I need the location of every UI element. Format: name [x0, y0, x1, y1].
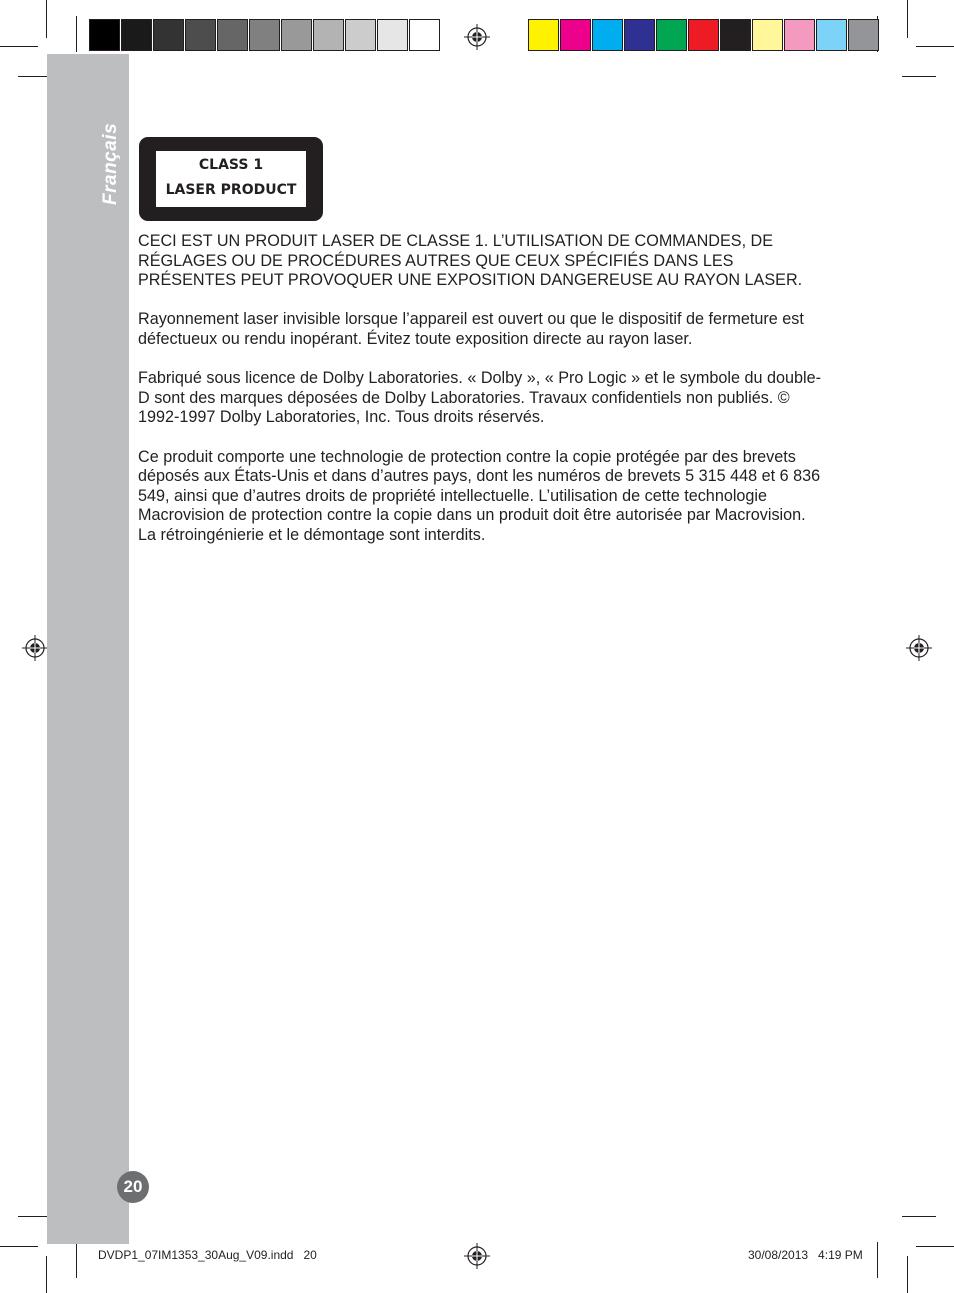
grayscale-color-bar — [89, 19, 441, 51]
laser-radiation-paragraph: Rayonnement laser invisible lorsque l’appareil est ouvert ou que le dispositif de fermeture est défectueux ou rendu inopérant. Évitez toute exposition directe au rayon laser. — [138, 310, 804, 348]
crop-mark — [902, 76, 936, 77]
language-label: Français — [100, 122, 121, 205]
color-swatch — [816, 19, 847, 51]
color-swatch — [185, 19, 216, 51]
color-swatch — [377, 19, 408, 51]
color-swatch — [249, 19, 280, 51]
color-swatch — [153, 19, 184, 51]
color-swatch — [624, 19, 655, 51]
color-swatch — [345, 19, 376, 51]
color-swatch — [656, 19, 687, 51]
color-swatch — [313, 19, 344, 51]
color-swatch — [217, 19, 248, 51]
page-number-badge: 20 — [117, 1171, 149, 1203]
footer-datetime: 30/08/2013 4:19 PM — [748, 1248, 863, 1262]
color-swatch — [688, 19, 719, 51]
color-swatch — [121, 19, 152, 51]
crop-mark — [76, 1242, 77, 1278]
crop-mark — [916, 46, 954, 47]
registration-mark-icon — [464, 1243, 490, 1269]
color-swatch — [560, 19, 591, 51]
crop-mark — [46, 0, 47, 38]
laser-label-class: CLASS 1 — [198, 157, 264, 173]
document-body — [138, 232, 828, 565]
footer-file-info: DVDP1_07IM1353_30Aug_V09.indd 20 — [98, 1248, 317, 1262]
color-swatch — [720, 19, 751, 51]
color-swatch — [592, 19, 623, 51]
color-swatch — [409, 19, 440, 51]
laser-warning-paragraph: CECI EST UN PRODUIT LASER DE CLASSE 1. L’UTILISATION DE COMMANDES, DE RÉGLAGES OU DE PROCÉDURES AUTRES QUE CEUX SPÉCIFIÉS DANS LES PRÉSENTES PEUT PROVOQUER UNE EXPOSITION DANGEREUSE AU RAYON LASER. — [138, 232, 803, 290]
color-swatch — [848, 19, 879, 51]
color-swatch — [89, 19, 120, 51]
process-color-bar — [528, 19, 880, 51]
crop-mark — [907, 0, 908, 38]
dolby-license-paragraph: Fabriqué sous licence de Dolby Laboratories. « Dolby », « Pro Logic » et le symbole du double-D sont des marques déposées de Dolby Laboratories. Travaux confidentiels non publiés. © 1992-1997 Dolby Laboratories, Inc. Tous droits réservés. — [138, 369, 821, 427]
laser-product-label — [139, 137, 323, 221]
crop-mark — [916, 1246, 954, 1247]
color-swatch — [752, 19, 783, 51]
registration-mark-icon — [464, 24, 490, 50]
registration-mark-icon — [906, 635, 932, 661]
laser-label-inner — [156, 151, 306, 207]
laser-label-product: LASER PRODUCT — [165, 182, 297, 198]
crop-mark — [902, 1216, 936, 1217]
color-swatch — [784, 19, 815, 51]
macrovision-paragraph: Ce produit comporte une technologie de protection contre la copie protégée par des brevets déposés aux États-Unis et dans d’autres pays, dont les numéros de brevets 5 315 448 et 6 836 549, ainsi que d’autres droits de propriété intellectuelle. L’utilisation de cette technologie Macrovision de protection contre la copie dans un produit doit être autorisée par Macrovision. La rétroingénierie et le démontage sont interdits. — [138, 447, 821, 544]
language-sidebar — [47, 54, 129, 1244]
color-swatch — [281, 19, 312, 51]
color-swatch — [528, 19, 559, 51]
crop-mark — [0, 1246, 38, 1247]
registration-mark-icon — [22, 635, 48, 661]
crop-mark — [907, 1256, 908, 1293]
crop-mark — [0, 46, 38, 47]
crop-mark — [76, 16, 77, 52]
crop-mark — [877, 1242, 878, 1278]
crop-mark — [46, 1256, 47, 1293]
